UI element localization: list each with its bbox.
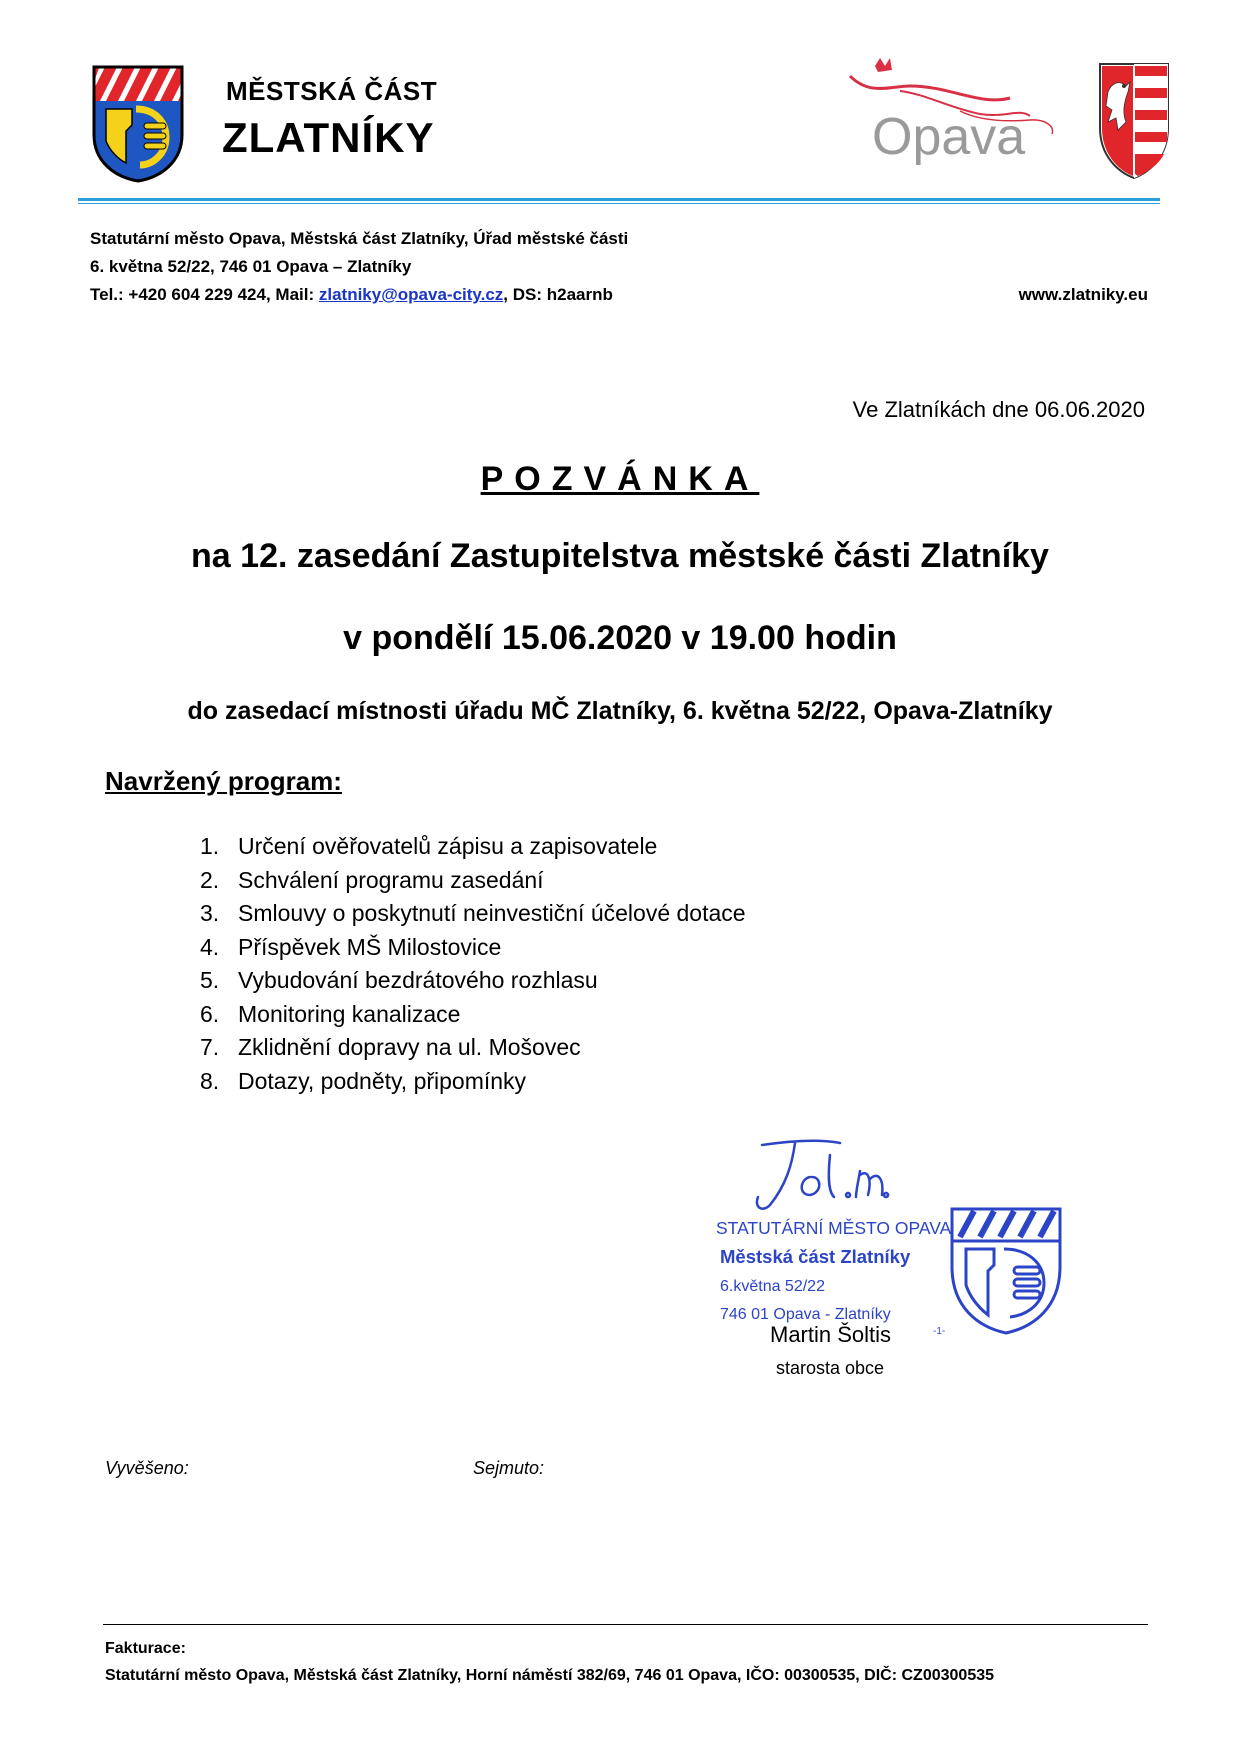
agenda-item [200, 897, 746, 931]
agenda-item-number: 4. [200, 933, 220, 960]
billing-text: Statutární město Opava, Městská část Zlatníky, Horní náměstí 382/69, 746 01 Opava, IČO: 00300535, DIČ: CZ00300535 [105, 1667, 995, 1684]
agenda-item [200, 864, 746, 898]
date-line: Ve Zlatníkách dne 06.06.2020 [852, 397, 1145, 422]
agenda-item-text: Určení ověřovatelů zápisu a zapisovatele [238, 833, 658, 859]
header-rule-thin [78, 203, 1160, 204]
contact-line [90, 285, 613, 305]
website-text: www.zlatniky.eu [1018, 285, 1148, 304]
agenda-item-text: Vybudování bezdrátového rozhlasu [238, 967, 598, 993]
org-name-line1: MĚSTSKÁ ČÁST [226, 76, 438, 106]
agenda-item-text: Dotazy, podněty, připomínky [238, 1067, 527, 1094]
meeting-subject: na 12. zasedání Zastupitelstva městské části Zlatníky [191, 537, 1049, 575]
meeting-location: do zasedací místnosti úřadu MČ Zlatníky, 6. května 52/22, Opava-Zlatníky [187, 697, 1053, 725]
ds-text: , DS: h2aarnb [503, 285, 613, 304]
header-rule [78, 198, 1160, 201]
agenda-item [200, 1065, 746, 1099]
agenda-item-text: Monitoring kanalizace [238, 1000, 461, 1027]
signature [757, 1141, 888, 1209]
agenda-item-text: Smlouvy o poskytnutí neinvestiční účelové dotace [238, 900, 746, 926]
stamp-line2: Městská část Zlatníky [720, 1246, 911, 1267]
stamp-line3: 6.května 52/22 [720, 1278, 825, 1295]
agenda-list [200, 830, 746, 1098]
agenda-item-text: Schválení programu zasedání [238, 866, 544, 893]
agenda-item [200, 931, 746, 965]
billing-label: Fakturace: [105, 1640, 186, 1657]
stamp-line1: STATUTÁRNÍ MĚSTO OPAVA [716, 1218, 952, 1238]
agenda-item [200, 1031, 746, 1065]
agenda-item [200, 998, 746, 1032]
agenda-item-number: 8. [200, 1067, 220, 1094]
removed-label: Sejmuto: [473, 1458, 545, 1478]
agenda-item-number: 1. [200, 833, 220, 859]
agenda-item-number: 5. [200, 967, 220, 993]
agenda-item-text: Příspěvek MŠ Milostovice [238, 933, 502, 960]
footer-rule [103, 1624, 1148, 1625]
invitation-title: POZVÁNKA [480, 460, 760, 498]
agenda-item [200, 830, 746, 864]
signer-name: Martin Šoltis [770, 1322, 892, 1347]
stamp-line4: 746 01 Opava - Zlatníky [720, 1306, 891, 1323]
meeting-datetime: v pondělí 15.06.2020 v 19.00 hodin [343, 619, 897, 657]
agenda-item-number: 6. [200, 1000, 220, 1027]
phone-text: Tel.: +420 604 229 424, Mail: [90, 285, 319, 304]
agenda-item [200, 964, 746, 998]
program-heading: Navržený program: [105, 766, 342, 796]
signer-role: starosta obce [776, 1358, 885, 1378]
agenda-item-number: 3. [200, 900, 220, 926]
agenda-item-number: 7. [200, 1034, 220, 1060]
page-mark: -1- [933, 1326, 946, 1337]
opava-city-logo [830, 56, 1175, 186]
email-link[interactable]: zlatniky@opava-city.cz [318, 285, 504, 304]
org-name-line2: ZLATNÍKY [222, 114, 435, 161]
opava-logo-text: Opava [872, 108, 1026, 166]
agenda-item-text: Zklidnění dopravy na ul. Mošovec [238, 1034, 581, 1060]
address-line2: 6. května 52/22, 746 01 Opava – Zlatníky [90, 257, 412, 276]
posted-label: Vyvěšeno: [105, 1458, 189, 1478]
address-line1: Statutární město Opava, Městská část Zlatníky, Úřad městské části [90, 229, 629, 248]
zlatniky-crest-logo [92, 65, 184, 183]
agenda-item-number: 2. [200, 866, 220, 893]
